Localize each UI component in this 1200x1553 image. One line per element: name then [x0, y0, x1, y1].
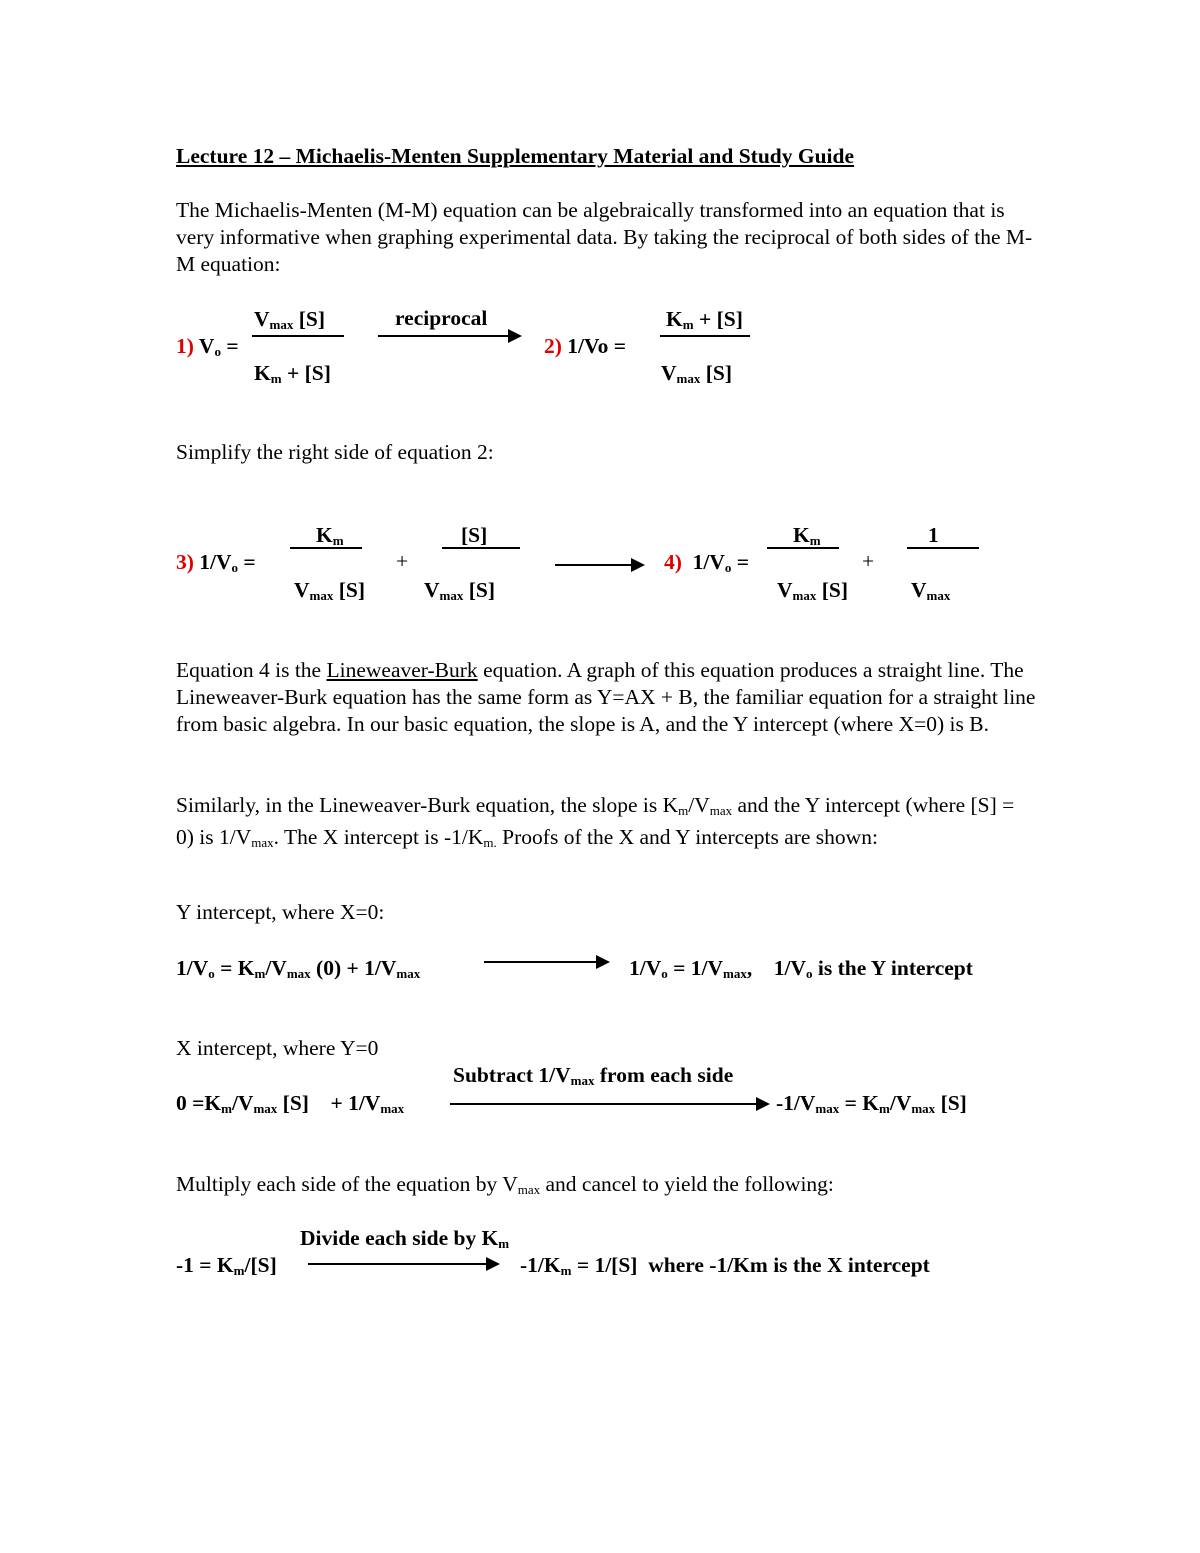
divide-step-label: Divide each side by $K_m$	[300, 1226, 510, 1251]
final-equation-right: $-1/K_m = 1/[S]$ where -1/Km is the X intercept	[520, 1253, 930, 1278]
equation-1-denominator: $K_m + [S]$	[254, 361, 331, 386]
equation-4-term1-numerator: $K_m$	[793, 523, 821, 548]
slope-intercept-paragraph: Similarly, in the Lineweaver-Burk equation, the slope is $K_m/V_{max}$ and the Y intercept (where [S] = 0) is $1/V_{max}$. The X intercept is $-1/K_{m.}$ Proofs of the X and Y intercepts are shown:	[176, 793, 1015, 850]
x-intercept-label: X intercept, where Y=0	[176, 1036, 379, 1060]
right-arrow-icon	[555, 564, 643, 566]
y-intercept-equation-right: $1/V_o = 1/V_{max}$, $1/V_o$ is the Y intercept	[629, 956, 973, 981]
final-equation-left: $-1 = K_m/[S]$	[176, 1253, 277, 1278]
equation-3-lhs: 3) $1/V_o$ =	[176, 550, 256, 575]
equation-2-numerator: $K_m + [S]$	[666, 307, 743, 332]
fraction-bar	[767, 547, 839, 549]
equation-3-term1-numerator: $K_m$	[316, 523, 344, 548]
x-intercept-equation-right: $-1/V_{max} = K_m/V_{max}$ [S]	[776, 1091, 967, 1116]
equation-4-lhs: 4) $1/V_o$ =	[664, 550, 750, 575]
fraction-bar	[660, 335, 750, 337]
intro-paragraph: The Michaelis-Menten (M-M) equation can be algebraically transformed into an equation that is very informative when graphing experimental data. By taking the reciprocal of both sides of the M-M equation:	[176, 198, 1033, 276]
right-arrow-icon	[378, 335, 520, 337]
plus-sign: +	[862, 549, 875, 573]
equation-4-term1-denominator: $V_{max}$ [S]	[777, 578, 849, 603]
equation-number: 1)	[176, 334, 194, 358]
lineweaver-burk-paragraph: Equation 4 is the Lineweaver-Burk equation. A graph of this equation produces a straight line. The Lineweaver-Burk equation has the same form as Y=AX + B, the familiar equation for a straight line from basic algebra. In our basic equation, the slope is A, and the Y intercept (where X=0) is B.	[176, 658, 1036, 736]
equation-number: 2)	[544, 334, 562, 358]
equation-number: 3)	[176, 550, 194, 574]
simplify-text: Simplify the right side of equation 2:	[176, 440, 494, 464]
subtract-step-label: Subtract $1/V_{max}$ from each side	[453, 1063, 734, 1088]
y-intercept-equation-left: $1/V_o = K_m/V_{max}$ $(0) + 1/V_{max}$	[176, 956, 421, 981]
plus-sign: +	[396, 549, 409, 573]
reciprocal-label: reciprocal	[395, 306, 488, 330]
equation-3-term1-denominator: $V_{max}$ [S]	[294, 578, 366, 603]
lineweaver-burk-term: Lineweaver-Burk	[326, 658, 478, 682]
equation-1-lhs: 1) $V_o$ =	[176, 334, 239, 359]
y-intercept-label: Y intercept, where X=0:	[176, 900, 385, 924]
page-title: Lecture 12 – Michaelis-Menten Supplementary Material and Study Guide	[176, 144, 855, 168]
equation-2-denominator: $V_{max}$ [S]	[661, 361, 733, 386]
fraction-bar	[290, 547, 362, 549]
equation-2-lhs: 2) 1/Vo =	[544, 334, 626, 358]
equation-1-numerator: $V_{max}$ [S]	[254, 307, 326, 332]
equation-number: 4)	[664, 550, 682, 574]
fraction-bar	[442, 547, 520, 549]
equation-3-term2-numerator: [S]	[461, 523, 488, 547]
equation-3-term2-denominator: $V_{max}$ [S]	[424, 578, 496, 603]
right-arrow-icon	[484, 961, 608, 963]
right-arrow-icon	[450, 1103, 768, 1105]
fraction-bar	[252, 335, 344, 337]
equation-4-term2-denominator: $V_{max}$	[911, 578, 951, 603]
multiply-paragraph: Multiply each side of the equation by $V_{max}$ and cancel to yield the following:	[176, 1172, 834, 1197]
fraction-bar	[907, 547, 979, 549]
right-arrow-icon	[308, 1263, 498, 1265]
equation-4-term2-numerator: 1	[928, 523, 939, 547]
x-intercept-equation-left: $0 =K_m/V_{max}$ [S] + $1/V_{max}$	[176, 1091, 405, 1116]
